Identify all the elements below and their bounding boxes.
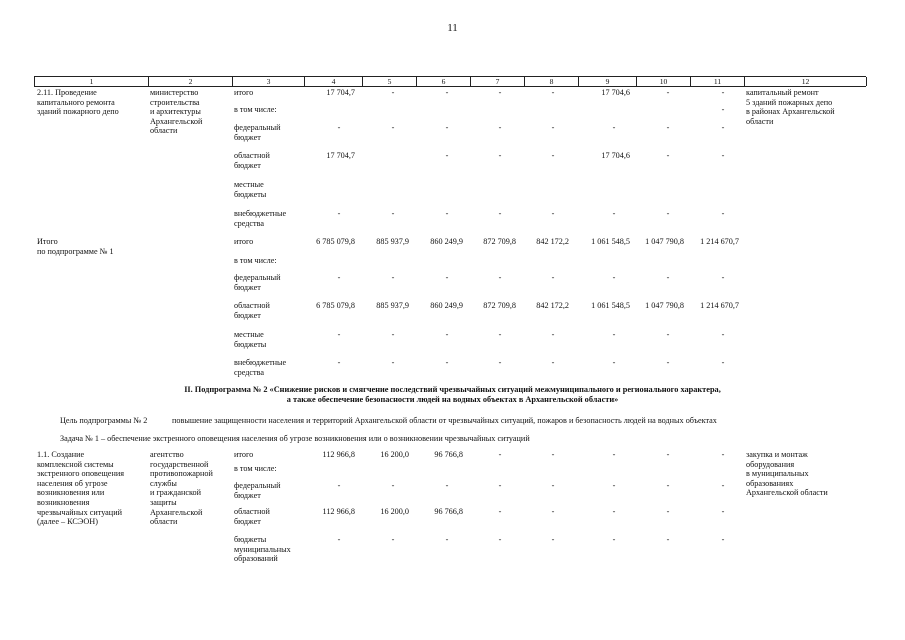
group_c-row-2-source: федеральный бюджет — [234, 481, 281, 500]
group_c-row-2-col-7: - — [498, 481, 502, 490]
group_c-row-2-col-11: - — [721, 481, 725, 490]
group_a-row-2-col-6: - — [445, 123, 449, 132]
group_b-row-5-col-11: - — [721, 358, 725, 367]
group_b-row-5-col-9: - — [612, 358, 616, 367]
group_b-row-4-col-5: - — [391, 330, 395, 339]
group_a-row-2-col-8: - — [551, 123, 555, 132]
group_b-row-4-col-6: - — [445, 330, 449, 339]
group_a-row-0-col-10: - — [666, 88, 670, 97]
group_b-row-0-col-9: 1 061 548,5 — [591, 237, 630, 246]
goal-text: повышение защищенности населения и территорий Архангельской области от чрезвычайных ситуаций, пожаров и безопасность людей на водных объектах — [172, 416, 717, 425]
header-col-8: 8 — [524, 77, 578, 86]
group_b-row-5-col-5: - — [391, 358, 395, 367]
group_c-row-3-col-6: 96 766,8 — [434, 507, 463, 516]
group_a-row-3-col-9: 17 704,6 — [601, 151, 630, 160]
group_a-row-0-col-4: 17 704,7 — [326, 88, 355, 97]
header-col-10: 10 — [636, 77, 690, 86]
group_c-executor: агентство государственной противопожарной службы и гражданской защиты Архангельской области — [150, 450, 213, 527]
group_a-row-2-col-7: - — [498, 123, 502, 132]
group_b-row-3-col-10: 1 047 790,8 — [645, 301, 684, 310]
group_b-row-0-col-8: 842 172,2 — [536, 237, 569, 246]
group_b-row-2-col-10: - — [666, 273, 670, 282]
group_c-row-3-col-8: - — [551, 507, 555, 516]
group_a-row-5-col-11: - — [721, 209, 725, 218]
header-col-9: 9 — [578, 77, 636, 86]
group_b-row-2-col-8: - — [551, 273, 555, 282]
group_b-row-3-col-11: 1 214 670,7 — [700, 301, 739, 310]
group_c-row-3-source: областной бюджет — [234, 507, 270, 526]
group_a-row-2-col-4: - — [337, 123, 341, 132]
group_c-row-0-col-6: 96 766,8 — [434, 450, 463, 459]
header-col-1: 1 — [34, 77, 148, 86]
group_a-row-5-col-6: - — [445, 209, 449, 218]
group_b-row-4-col-11: - — [721, 330, 725, 339]
group_b-row-2-col-11: - — [721, 273, 725, 282]
group_c-row-0-col-9: - — [612, 450, 616, 459]
group_b-row-2-source: федеральный бюджет — [234, 273, 281, 292]
group_c-row-4-col-6: - — [445, 535, 449, 544]
page-number: 11 — [447, 22, 458, 34]
group_c-row-0-col-5: 16 200,0 — [380, 450, 409, 459]
group_c-row-2-col-10: - — [666, 481, 670, 490]
group_c-row-4-col-8: - — [551, 535, 555, 544]
group_a-row-3-col-7: - — [498, 151, 502, 160]
group_c-row-2-col-9: - — [612, 481, 616, 490]
table-header — [34, 76, 866, 87]
group_b-row-0-col-10: 1 047 790,8 — [645, 237, 684, 246]
group_c-row-0-col-8: - — [551, 450, 555, 459]
group_b-row-1-source: в том числе: — [234, 256, 277, 265]
group_b-row-5-col-7: - — [498, 358, 502, 367]
group_b-row-3-col-8: 842 172,2 — [536, 301, 569, 310]
group_a-row-3-col-6: - — [445, 151, 449, 160]
group_c-name: 1.1. Создание комплексной системы экстренного оповещения населения об угрозе возникновения или возникновения чрезвычайных ситуаций (далее – КСЭОН) — [37, 450, 124, 527]
group_b-row-3-source: областной бюджет — [234, 301, 270, 320]
group_a-row-0-col-11: - — [721, 88, 725, 97]
group_c-row-0-col-11: - — [721, 450, 725, 459]
group_a-row-0-col-8: - — [551, 88, 555, 97]
group_a-row-5-col-4: - — [337, 209, 341, 218]
group_b-name: Итого по подпрограмме № 1 — [37, 237, 114, 256]
group_a-row-3-source: областной бюджет — [234, 151, 270, 170]
group_c-row-3-col-10: - — [666, 507, 670, 516]
group_b-row-3-col-7: 872 709,8 — [483, 301, 516, 310]
header-col-7: 7 — [470, 77, 524, 86]
group_b-row-4-col-4: - — [337, 330, 341, 339]
group_b-row-3-col-6: 860 249,9 — [430, 301, 463, 310]
group_c-row-4-source: бюджеты муниципальных образований — [234, 535, 291, 564]
group_a-row-5-source: внебюджетные средства — [234, 209, 287, 228]
group_b-row-0-col-7: 872 709,8 — [483, 237, 516, 246]
group_b-row-4-col-8: - — [551, 330, 555, 339]
group_a-row-5-col-8: - — [551, 209, 555, 218]
section-title-line-1: II. Подпрограмма № 2 «Снижение рисков и смягчение последствий чрезвычайных ситуаций межмуниципального и регионального характера, — [184, 385, 721, 394]
group_b-row-3-col-5: 885 937,9 — [376, 301, 409, 310]
group_a-row-2-col-10: - — [666, 123, 670, 132]
group_c-row-2-col-6: - — [445, 481, 449, 490]
header-col-3: 3 — [232, 77, 304, 86]
group_b-row-5-col-8: - — [551, 358, 555, 367]
group_c-row-4-col-9: - — [612, 535, 616, 544]
header-col-6: 6 — [416, 77, 470, 86]
group_c-row-3-col-9: - — [612, 507, 616, 516]
group_a-row-2-col-5: - — [391, 123, 395, 132]
group_b-row-2-col-5: - — [391, 273, 395, 282]
group_b-row-2-col-9: - — [612, 273, 616, 282]
group_c-row-0-col-7: - — [498, 450, 502, 459]
group_a-row-2-col-11: - — [721, 123, 725, 132]
group_a-executor: министерство строительства и архитектуры Архангельской области — [150, 88, 203, 136]
group_a-row-5-col-10: - — [666, 209, 670, 218]
group_b-row-4-source: местные бюджеты — [234, 330, 267, 349]
group_a-row-3-col-8: - — [551, 151, 555, 160]
group_c-row-2-col-5: - — [391, 481, 395, 490]
group_a-row-3-col-10: - — [666, 151, 670, 160]
group_b-row-5-col-6: - — [445, 358, 449, 367]
group_b-row-0-col-5: 885 937,9 — [376, 237, 409, 246]
group_c-row-0-col-10: - — [666, 450, 670, 459]
group_b-row-0-col-11: 1 214 670,7 — [700, 237, 739, 246]
group_b-row-5-col-4: - — [337, 358, 341, 367]
group_b-row-3-col-4: 6 785 079,8 — [316, 301, 355, 310]
group_b-row-5-source: внебюджетные средства — [234, 358, 287, 377]
group_a-row-0-col-6: - — [445, 88, 449, 97]
group_c-row-3-col-5: 16 200,0 — [380, 507, 409, 516]
group_a-note: капитальный ремонт 5 зданий пожарных депо в районах Архангельской области — [746, 88, 835, 126]
group_c-row-4-col-10: - — [666, 535, 670, 544]
group_c-row-3-col-7: - — [498, 507, 502, 516]
goal-label: Цель подпрограммы № 2 — [60, 416, 148, 425]
group_b-row-2-col-6: - — [445, 273, 449, 282]
group_a-row-0-source: итого — [234, 88, 254, 97]
header-col-5: 5 — [362, 77, 416, 86]
group_b-row-3-col-9: 1 061 548,5 — [591, 301, 630, 310]
group_a-row-5-col-9: - — [612, 209, 616, 218]
group_c-row-0-source: итого — [234, 450, 254, 459]
group_a-row-1-source: в том числе: — [234, 105, 277, 114]
group_b-row-2-col-4: - — [337, 273, 341, 282]
group_a-row-0-col-5: - — [391, 88, 395, 97]
group_b-row-5-col-10: - — [666, 358, 670, 367]
group_a-row-3-col-4: 17 704,7 — [326, 151, 355, 160]
group_a-row-3-col-11: - — [721, 151, 725, 160]
group_c-row-4-col-4: - — [337, 535, 341, 544]
group_c-row-3-col-4: 112 966,8 — [322, 507, 355, 516]
group_c-row-0-col-4: 112 966,8 — [322, 450, 355, 459]
group_b-row-2-col-7: - — [498, 273, 502, 282]
group_a-row-0-col-9: 17 704,6 — [601, 88, 630, 97]
header-col-2: 2 — [148, 77, 232, 86]
section-title-line-2: а также обеспечение безопасности людей на водных объектах в Архангельской области» — [286, 395, 619, 404]
group_c-row-4-col-5: - — [391, 535, 395, 544]
header-col-11: 11 — [690, 77, 744, 86]
group_a-row-1-col-11: - — [721, 105, 725, 114]
header-col-12: 12 — [744, 77, 867, 86]
group_b-row-4-col-7: - — [498, 330, 502, 339]
group_a-row-2-source: федеральный бюджет — [234, 123, 281, 142]
group_c-row-1-source: в том числе: — [234, 464, 277, 473]
group_a-name: 2.11. Проведение капитального ремонта зданий пожарного депо — [37, 88, 119, 117]
group_c-row-2-col-4: - — [337, 481, 341, 490]
task-text: Задача № 1 – обеспечение экстренного оповещения населения об угрозе возникновения или о возникновении чрезвычайных ситуаций — [60, 434, 530, 443]
group_c-row-4-col-11: - — [721, 535, 725, 544]
group_b-row-4-col-10: - — [666, 330, 670, 339]
group_c-row-3-col-11: - — [721, 507, 725, 516]
group_a-row-2-col-9: - — [612, 123, 616, 132]
header-col-4: 4 — [304, 77, 362, 86]
group_c-note: закупка и монтаж оборудования в муниципальных образованиях Архангельской области — [746, 450, 828, 498]
group_a-row-5-col-7: - — [498, 209, 502, 218]
group_b-row-4-col-9: - — [612, 330, 616, 339]
group_c-row-4-col-7: - — [498, 535, 502, 544]
group_b-row-0-col-6: 860 249,9 — [430, 237, 463, 246]
group_a-row-5-col-5: - — [391, 209, 395, 218]
group_c-row-2-col-8: - — [551, 481, 555, 490]
group_b-row-0-col-4: 6 785 079,8 — [316, 237, 355, 246]
group_b-row-0-source: итого — [234, 237, 254, 246]
group_a-row-4-source: местные бюджеты — [234, 180, 267, 199]
group_a-row-0-col-7: - — [498, 88, 502, 97]
